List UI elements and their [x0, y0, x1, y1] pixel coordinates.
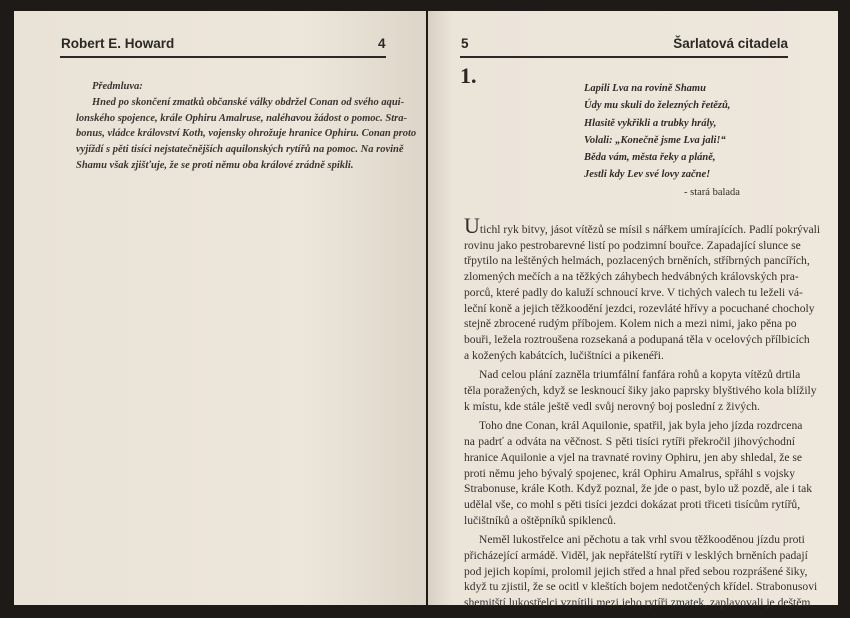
text-line: pod jejich kopími, prolomil jejich střed a hnal před sebou rozprášené šiky,: [464, 564, 808, 578]
text-line: udělal vše, co mohl s pěti tisíci jezdci dokázat proti třiceti tisícům rytířů,: [464, 497, 801, 511]
text-line: těla poražených, když se lesknoucí šiky jako paprsky blyštivého kola blížily: [464, 384, 817, 398]
text-line: leční koně a jejich těžkoodění jezdci, rozevláté hřívy a pocuchané chocholy: [464, 301, 815, 315]
text-line: stejně zbrocené rudým příbojem. Kolem nich a mezi nimi, jako pěna po: [464, 317, 797, 331]
text-line: na padrť a odváta na věčnost. S pěti tisíci rytíři překročil jihovýchodní: [464, 435, 795, 449]
text-line: zlomených mečích a na těžkých záhybech hedvábných královských pra-: [464, 270, 799, 284]
preface-line: Shamu však zjišťuje, že se proti němu oba králové zrádně spikli.: [76, 159, 354, 171]
text-line: shemitští lukostřelci vznítili mezi jeho rytíři zmatek, zaplavovali je deštěm: [464, 596, 811, 610]
preface-title: Předmluva:: [92, 81, 143, 92]
text-line: rovinu jako pestrobarevné listí po podzimní bouřce. Zapadající slunce se: [464, 238, 801, 252]
text-line: Toho dne Conan, král Aquilonie, spatřil, jak byla jeho jízda rozdrcena: [479, 419, 803, 433]
poem-line: Jestli kdy Lev své lovy začne!: [584, 169, 711, 181]
running-header-title: Šarlatová citadela: [673, 36, 788, 51]
text-line: Strabonuse, krále Koth. Když poznal, že jde o past, bylo už pozdě, ale i tak: [464, 482, 813, 496]
text-line: třpytilo na leštěných helmách, pozlacených brněních, stříbrných pancířích,: [464, 254, 810, 268]
text-line: porců, které padly do kaluží schnoucí krve. V tichých valech tu leželi vá-: [464, 285, 803, 299]
poem-source: - stará balada: [684, 186, 740, 198]
paragraph: [464, 213, 821, 363]
paragraph: [464, 418, 813, 528]
drop-cap: U: [464, 213, 480, 238]
paragraph: [464, 367, 817, 414]
text-line: proti němu jeho bývalý spojenec, král Ophiru Amalrus, spřáhl s vojsky: [464, 466, 795, 480]
poem-line: Údy mu skuli do železných řetězů,: [584, 100, 731, 112]
text-line: bouři, ležela roztroušena rozsekaná a podupaná těla v ocelových přílbicích: [464, 332, 810, 346]
preface-line: Hned po skončení zmatků občanské války obdržel Conan od svého aqui-: [92, 96, 405, 108]
preface-line: vyjíždí s pěti tisíci nejstatečnějších aquilonských rytířů na pomoc. Na rovině: [76, 144, 404, 156]
text-line: a kožených kabátcích, lučištníci a pikenéři.: [464, 348, 664, 362]
page-number: 5: [461, 36, 469, 51]
chapter-text: [464, 213, 821, 615]
poem-line: Hlasitě vykřikli a trubky hrály,: [584, 117, 717, 129]
text-line: [464, 213, 821, 238]
chapter-number: 1.: [460, 63, 477, 88]
text-line: k místu, kde stále ještě vedl svůj nerovný boj poslední z živých.: [464, 399, 760, 413]
poem-line: Lapili Lva na rovině Shamu: [584, 83, 706, 94]
text-line: hranice Aquilonie a vjel na travnaté roviny Ophiru, jen aby shledal, že se: [464, 450, 803, 464]
text-line: lučištníků a oštěpníků spiklenců.: [464, 513, 616, 527]
right-page: [428, 11, 838, 610]
text-line: Nad celou plání zazněla triumfální fanfára rohů a kopyta vítězů drtila: [479, 368, 801, 382]
header-rule: [460, 56, 788, 58]
poem-line: Běda vám, města řeky a pláně,: [584, 152, 716, 164]
epigraph-poem: [584, 80, 740, 201]
text-line-rest: tichl ryk bitvy, jásot vítězů se mísil s nářkem umírajících. Padlí pokrývali: [479, 223, 821, 236]
header-rule: [60, 56, 386, 58]
text-line: když tu zjistil, že se ocitl v kleštích bojem nedotčených křídel. Strabonusovi: [464, 580, 818, 594]
preface: [76, 79, 417, 174]
text-line: přicházející armádě. Viděl, jak nepřátelští rytíři v lesklých brněních padají: [464, 549, 808, 563]
running-header-author: Robert E. Howard: [61, 36, 175, 51]
preface-line: lonského spojence, krále Ophiru Amalruse, naléhavou žádost o pomoc. Stra-: [76, 112, 407, 124]
page-number: 4: [378, 36, 386, 51]
paragraph: [464, 532, 818, 611]
poem-line: Volali: „Konečně jsme Lva jali!“: [584, 134, 726, 146]
text-line: Neměl lukostřelce ani pěchotu a tak vrhl svou těžkooděnou jízdu proti: [479, 533, 805, 547]
left-page: [14, 11, 426, 605]
preface-line: bonus, vládce království Koth, vojensky ohrožuje hranice Ophiru. Conan proto: [76, 128, 417, 140]
